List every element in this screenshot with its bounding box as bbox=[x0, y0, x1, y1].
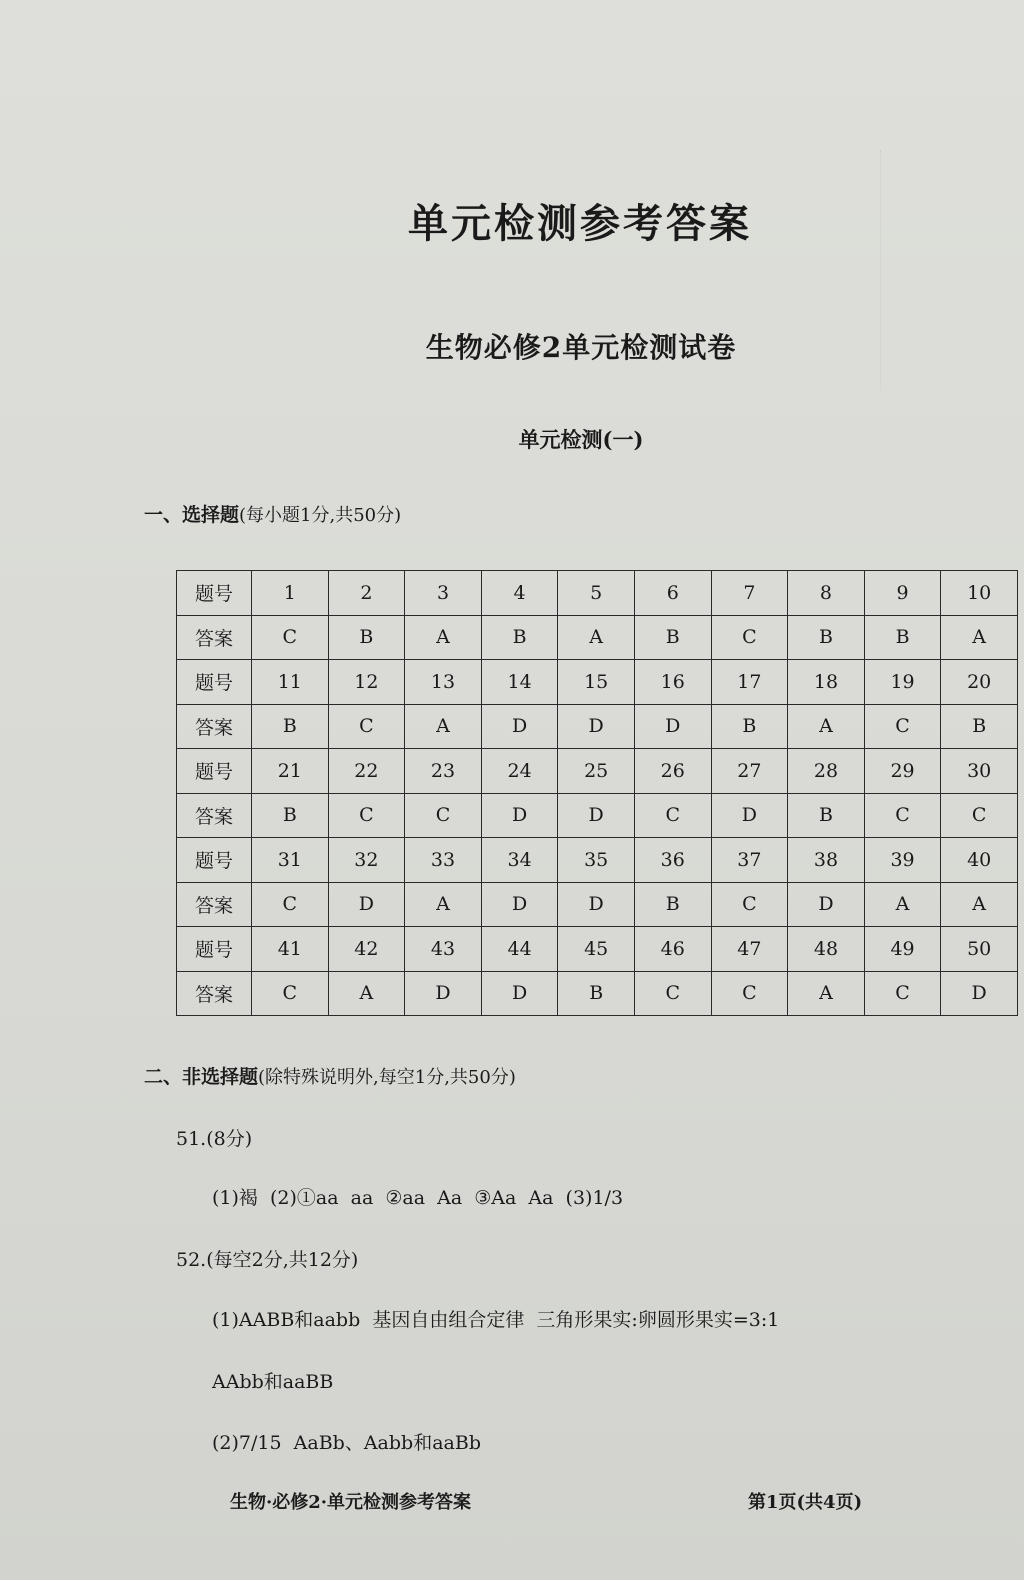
question-number-cell: 47 bbox=[711, 927, 788, 972]
question-51-heading: 51.(8分) bbox=[176, 1128, 253, 1150]
answer-cell: D bbox=[328, 882, 405, 927]
answer-cell: D bbox=[788, 882, 865, 927]
question-number-row bbox=[177, 838, 1018, 883]
answer-cell: D bbox=[558, 882, 635, 927]
question-number-cell: 27 bbox=[711, 749, 788, 794]
answer-cell: D bbox=[558, 704, 635, 749]
question-number-cell: 32 bbox=[328, 838, 405, 883]
question-number-row bbox=[177, 927, 1018, 972]
question-number-cell: 49 bbox=[864, 927, 941, 972]
answer-cell: D bbox=[558, 793, 635, 838]
question-number-cell: 23 bbox=[405, 749, 482, 794]
question-number-cell: 33 bbox=[405, 838, 482, 883]
row-label-answer: 答案 bbox=[177, 793, 252, 838]
question-number-cell: 6 bbox=[634, 571, 711, 616]
question-52-answer-line-2: AAbb和aaBB bbox=[212, 1371, 334, 1393]
answer-cell: A bbox=[941, 882, 1018, 927]
question-number-cell: 21 bbox=[252, 749, 329, 794]
answer-cell: C bbox=[405, 793, 482, 838]
question-number-cell: 13 bbox=[405, 660, 482, 705]
part2-heading bbox=[144, 1062, 516, 1089]
exam-subtitle: 生物必修2单元检测试卷 bbox=[425, 331, 737, 364]
question-number-cell: 9 bbox=[864, 571, 941, 616]
answer-row bbox=[177, 971, 1018, 1016]
question-number-cell: 40 bbox=[941, 838, 1018, 883]
answer-row bbox=[177, 882, 1018, 927]
row-label-answer: 答案 bbox=[177, 882, 252, 927]
answer-cell: C bbox=[328, 704, 405, 749]
answer-cell: D bbox=[711, 793, 788, 838]
row-label-answer: 答案 bbox=[177, 615, 252, 660]
question-number-cell: 18 bbox=[788, 660, 865, 705]
answer-cell: B bbox=[252, 704, 329, 749]
answer-cell: B bbox=[634, 615, 711, 660]
question-52-heading: 52.(每空2分,共12分) bbox=[176, 1249, 359, 1271]
answer-cell: C bbox=[634, 793, 711, 838]
part1-heading-label: 一、选择题 bbox=[144, 504, 240, 526]
row-label-answer: 答案 bbox=[177, 704, 252, 749]
answer-cell: A bbox=[405, 704, 482, 749]
question-number-cell: 15 bbox=[558, 660, 635, 705]
answer-cell: C bbox=[252, 615, 329, 660]
question-number-cell: 20 bbox=[941, 660, 1018, 705]
answer-cell: A bbox=[864, 882, 941, 927]
answer-cell: C bbox=[864, 704, 941, 749]
question-number-cell: 31 bbox=[252, 838, 329, 883]
answer-row bbox=[177, 793, 1018, 838]
answer-cell: A bbox=[558, 615, 635, 660]
answer-cell: C bbox=[711, 882, 788, 927]
question-number-cell: 50 bbox=[941, 927, 1018, 972]
question-number-cell: 5 bbox=[558, 571, 635, 616]
question-number-cell: 14 bbox=[481, 660, 558, 705]
question-number-cell: 17 bbox=[711, 660, 788, 705]
question-number-cell: 24 bbox=[481, 749, 558, 794]
question-number-cell: 46 bbox=[634, 927, 711, 972]
question-number-cell: 48 bbox=[788, 927, 865, 972]
question-number-cell: 36 bbox=[634, 838, 711, 883]
answer-cell: B bbox=[328, 615, 405, 660]
part1-heading-note: (每小题1分,共50分) bbox=[239, 505, 402, 526]
part1-heading bbox=[144, 500, 401, 527]
answer-cell: B bbox=[252, 793, 329, 838]
footer-document-name: 生物·必修2·单元检测参考答案 bbox=[230, 1492, 472, 1513]
answer-cell: D bbox=[481, 971, 558, 1016]
answer-cell: A bbox=[788, 704, 865, 749]
row-label-answer: 答案 bbox=[177, 971, 252, 1016]
question-number-cell: 1 bbox=[252, 571, 329, 616]
answer-row bbox=[177, 704, 1018, 749]
question-number-cell: 37 bbox=[711, 838, 788, 883]
answer-cell: B bbox=[788, 615, 865, 660]
answer-cell: D bbox=[481, 793, 558, 838]
answer-cell: D bbox=[481, 882, 558, 927]
answer-cell: B bbox=[788, 793, 865, 838]
row-label-number: 题号 bbox=[177, 571, 252, 616]
answer-cell: C bbox=[711, 971, 788, 1016]
question-number-cell: 11 bbox=[252, 660, 329, 705]
answer-table bbox=[176, 570, 1018, 1016]
question-number-cell: 25 bbox=[558, 749, 635, 794]
question-number-row bbox=[177, 571, 1018, 616]
question-number-cell: 45 bbox=[558, 927, 635, 972]
question-number-cell: 35 bbox=[558, 838, 635, 883]
question-number-cell: 41 bbox=[252, 927, 329, 972]
question-number-cell: 34 bbox=[481, 838, 558, 883]
answer-cell: B bbox=[711, 704, 788, 749]
unit-heading: 单元检测(一) bbox=[518, 427, 644, 452]
answer-cell: B bbox=[941, 704, 1018, 749]
answer-cell: C bbox=[864, 971, 941, 1016]
answer-cell: B bbox=[634, 882, 711, 927]
row-label-number: 题号 bbox=[177, 927, 252, 972]
answer-cell: B bbox=[558, 971, 635, 1016]
answer-cell: D bbox=[481, 704, 558, 749]
question-number-cell: 44 bbox=[481, 927, 558, 972]
question-number-cell: 39 bbox=[864, 838, 941, 883]
question-number-cell: 42 bbox=[328, 927, 405, 972]
question-number-cell: 10 bbox=[941, 571, 1018, 616]
answer-cell: A bbox=[405, 882, 482, 927]
answer-cell: D bbox=[405, 971, 482, 1016]
answer-cell: A bbox=[405, 615, 482, 660]
answer-cell: C bbox=[328, 793, 405, 838]
question-51-answer: (1)褐 (2)①aa aa ②aa Aa ③Aa Aa (3)1/3 bbox=[212, 1187, 624, 1209]
footer-page-number: 第1页(共4页) bbox=[748, 1492, 863, 1513]
answer-cell: B bbox=[864, 615, 941, 660]
answer-cell: A bbox=[788, 971, 865, 1016]
answer-cell: C bbox=[941, 793, 1018, 838]
question-number-cell: 38 bbox=[788, 838, 865, 883]
answer-cell: C bbox=[864, 793, 941, 838]
answer-cell: C bbox=[252, 882, 329, 927]
question-number-cell: 19 bbox=[864, 660, 941, 705]
answer-cell: A bbox=[941, 615, 1018, 660]
answer-cell: D bbox=[941, 971, 1018, 1016]
answer-cell: C bbox=[634, 971, 711, 1016]
question-number-cell: 43 bbox=[405, 927, 482, 972]
question-number-cell: 16 bbox=[634, 660, 711, 705]
row-label-number: 题号 bbox=[177, 749, 252, 794]
question-number-cell: 22 bbox=[328, 749, 405, 794]
question-number-row bbox=[177, 660, 1018, 705]
question-number-cell: 3 bbox=[405, 571, 482, 616]
question-number-cell: 30 bbox=[941, 749, 1018, 794]
question-number-cell: 12 bbox=[328, 660, 405, 705]
question-number-cell: 7 bbox=[711, 571, 788, 616]
question-number-cell: 4 bbox=[481, 571, 558, 616]
answer-cell: C bbox=[252, 971, 329, 1016]
row-label-number: 题号 bbox=[177, 660, 252, 705]
answer-cell: D bbox=[634, 704, 711, 749]
row-label-number: 题号 bbox=[177, 838, 252, 883]
answer-cell: A bbox=[328, 971, 405, 1016]
question-number-cell: 28 bbox=[788, 749, 865, 794]
answer-cell: C bbox=[711, 615, 788, 660]
question-number-cell: 26 bbox=[634, 749, 711, 794]
answer-row bbox=[177, 615, 1018, 660]
part2-heading-label: 二、非选择题 bbox=[144, 1066, 259, 1088]
question-number-cell: 29 bbox=[864, 749, 941, 794]
question-52-answer-line-3: (2)7/15 AaBb、Aabb和aaBb bbox=[212, 1432, 481, 1454]
question-number-cell: 2 bbox=[328, 571, 405, 616]
question-number-row bbox=[177, 749, 1018, 794]
question-number-cell: 8 bbox=[788, 571, 865, 616]
part2-heading-note: (除特殊说明外,每空1分,共50分) bbox=[258, 1067, 516, 1088]
question-52-answer-line-1: (1)AABB和aabb 基因自由组合定律 三角形果实:卵圆形果实=3:1 bbox=[212, 1309, 780, 1331]
page-title: 单元检测参考答案 bbox=[408, 200, 752, 247]
answer-cell: B bbox=[481, 615, 558, 660]
